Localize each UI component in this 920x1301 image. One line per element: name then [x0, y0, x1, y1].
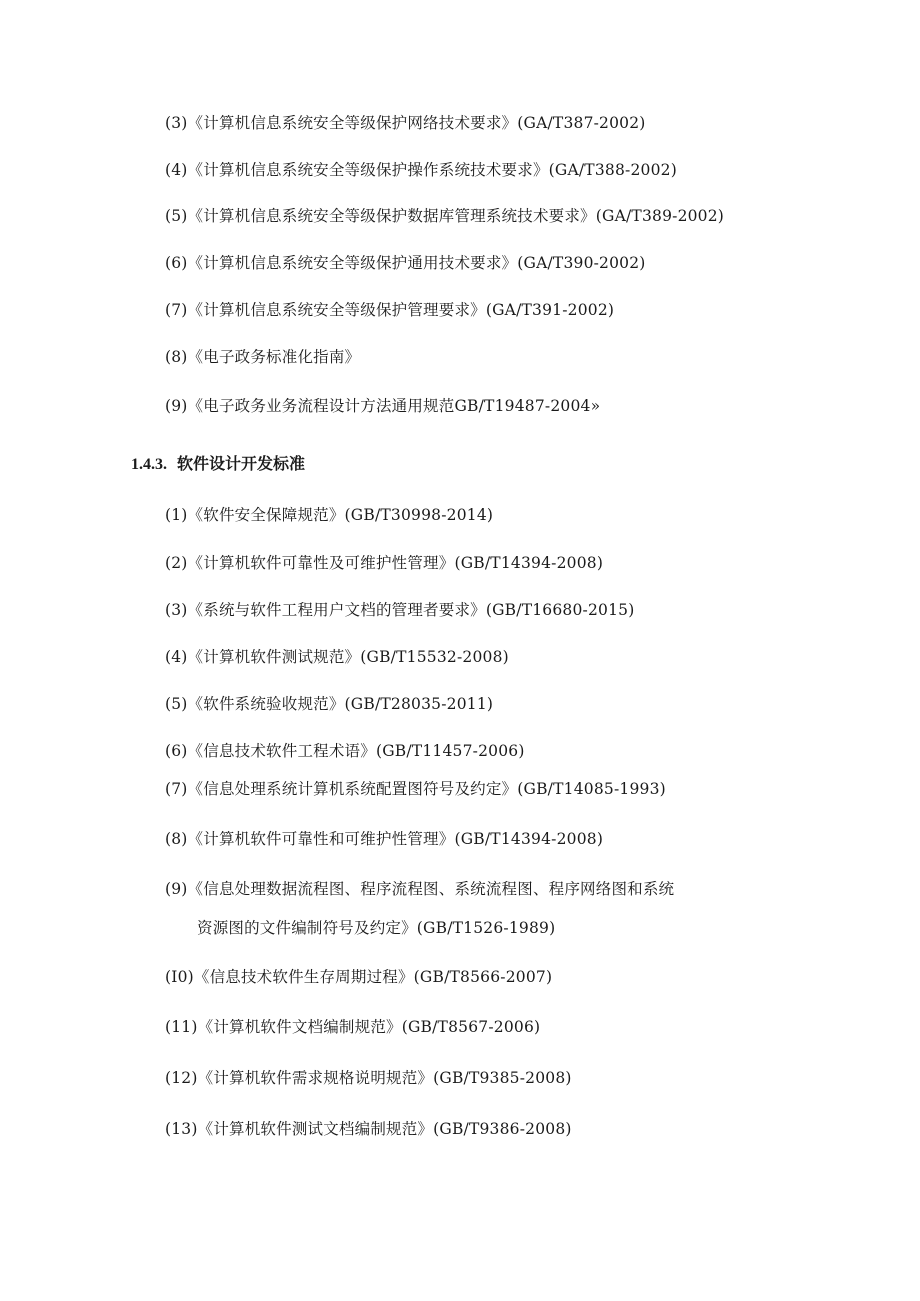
standard-item: (6)《计算机信息系统安全等级保护通用技术要求》(GA/T390-2002)	[165, 254, 646, 272]
standard-item: (I0)《信息技术软件生存周期过程》(GB/T8566-2007)	[165, 968, 553, 986]
standard-item: (13)《计算机软件测试文档编制规范》(GB/T9386-2008)	[165, 1120, 572, 1138]
standard-item: (11)《计算机软件文档编制规范》(GB/T8567-2006)	[165, 1018, 541, 1036]
standard-item: (8)《计算机软件可靠性和可维护性管理》(GB/T14394-2008)	[165, 830, 604, 848]
standard-item: (9)《信息处理数据流程图、程序流程图、系统流程图、程序网络图和系统	[165, 880, 675, 898]
standard-item: (3)《计算机信息系统安全等级保护网络技术要求》(GA/T387-2002)	[165, 114, 646, 132]
standard-item: (4)《计算机软件测试规范》(GB/T15532-2008)	[165, 648, 509, 666]
standard-item: (4)《计算机信息系统安全等级保护操作系统技术要求》(GA/T388-2002)	[165, 161, 677, 179]
standard-item: (2)《计算机软件可靠性及可维护性管理》(GB/T14394-2008)	[165, 554, 604, 572]
standard-item: (5)《软件系统验收规范》(GB/T28035-2011)	[165, 695, 494, 713]
section-heading	[131, 454, 305, 475]
standard-item: (7)《信息处理系统计算机系统配置图符号及约定》(GB/T14085-1993)	[165, 780, 666, 798]
standard-item: (6)《信息技术软件工程术语》(GB/T11457-2006)	[165, 742, 525, 760]
standard-item: (5)《计算机信息系统安全等级保护数据库管理系统技术要求》(GA/T389-2002)	[165, 207, 725, 225]
standard-item-continuation: 资源图的文件编制符号及约定》(GB/T1526-1989)	[197, 919, 556, 937]
standard-item: (12)《计算机软件需求规格说明规范》(GB/T9385-2008)	[165, 1069, 572, 1087]
section-title: 软件设计开发标准	[177, 454, 306, 473]
section-number: 1.4.3.	[131, 456, 167, 473]
standard-item: (3)《系统与软件工程用户文档的管理者要求》(GB/T16680-2015)	[165, 601, 635, 619]
standard-item: (9)《电子政务业务流程设计方法通用规范GB/T19487-2004»	[165, 397, 601, 415]
standard-item: (7)《计算机信息系统安全等级保护管理要求》(GA/T391-2002)	[165, 301, 615, 319]
standard-item: (8)《电子政务标准化指南》	[165, 348, 361, 366]
standard-item: (1)《软件安全保障规范》(GB/T30998-2014)	[165, 506, 494, 524]
